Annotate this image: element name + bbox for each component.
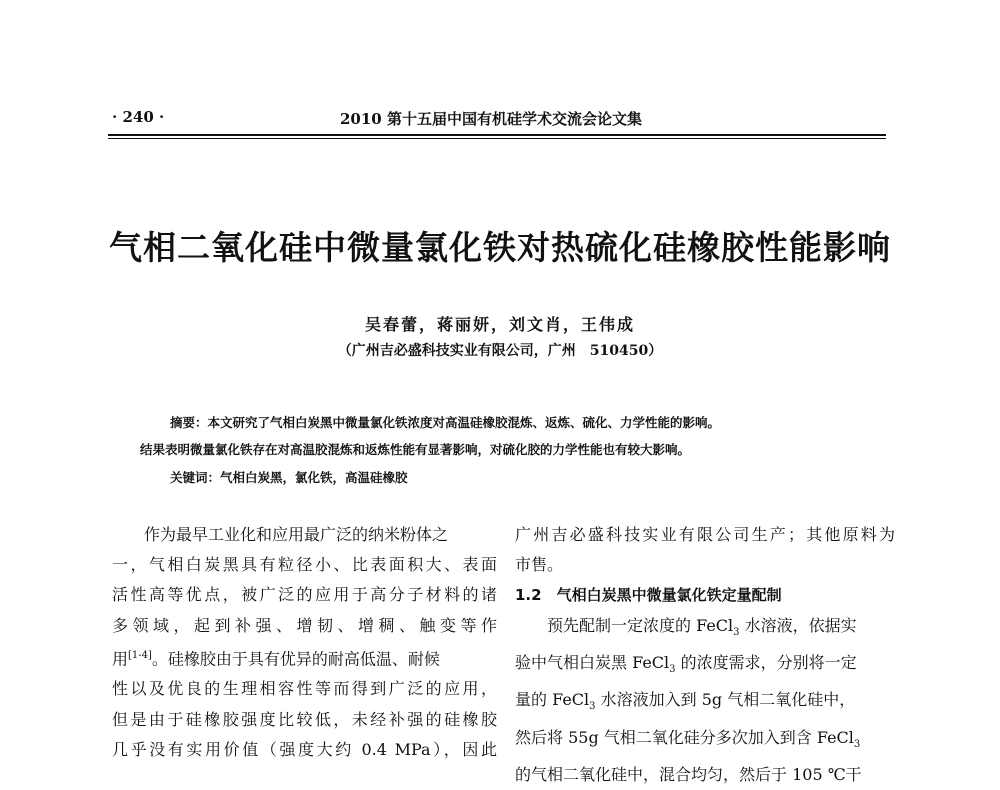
running-header: [112, 108, 882, 134]
text-run: 然后将 55g 气相二氧化硅分多次加入到含 FeCl: [515, 727, 854, 747]
author-list: 吴春蕾，蒋丽妍，刘文肖，王伟成: [364, 315, 635, 334]
subscript: 3: [853, 738, 861, 750]
subscript: 3: [733, 626, 740, 638]
keywords: 关键词：气相白炭黑，氯化铁，高温硅橡胶: [170, 470, 408, 485]
subscript: 3: [669, 664, 676, 676]
text-run: 验中气相白炭黑 FeCl: [515, 653, 670, 672]
paragraph-line: [515, 723, 895, 760]
body-column-right: [515, 520, 895, 790]
abstract-line-2: 结果表明微量氯化铁存在对高温胶混炼和返炼性能有显著影响，对硫化胶的力学性能也有较大影响。: [140, 442, 691, 457]
abstract-line-1: 摘要：本文研究了气相白炭黑中微量氯化铁浓度对高温硅橡胶混炼、返炼、硫化、力学性能的影响。: [170, 415, 721, 430]
text-run: 的浓度需求，分别将一定: [675, 653, 857, 672]
paragraph-line: [112, 641, 497, 675]
header-rule: [108, 134, 886, 136]
header-rule-thin: [108, 138, 886, 139]
affiliation: （广州吉必盛科技实业有限公司，广州 510450）: [337, 343, 663, 359]
subscript: 3: [589, 701, 596, 713]
paragraph-line: 几乎没有实用价值（强度大约 0.4 MPa），因此: [112, 739, 497, 759]
text-run: 预先配制一定浓度的 FeCl: [547, 615, 734, 635]
paragraph-line: [515, 685, 895, 722]
citation-ref: [1-4]: [128, 649, 152, 661]
section-heading: 1.2 气相白炭黑中微量氯化铁定量配制: [515, 586, 782, 605]
paragraph-line: [515, 648, 895, 685]
paragraph-line: 一，气相白炭黑具有粒径小、比表面积大、表面: [112, 555, 497, 575]
text-run: 量的 FeCl: [515, 690, 590, 710]
paragraph-line: 的气相二氧化硅中，混合均匀，然后于 105 ℃干: [515, 765, 862, 785]
paragraph-line: [515, 611, 895, 648]
page-number: · 240 ·: [112, 108, 165, 126]
paragraph-line: 性以及优良的生理相容性等而得到广泛的应用，: [112, 679, 497, 699]
paragraph-line: 但是由于硅橡胶强度比较低，未经补强的硅橡胶: [112, 709, 497, 729]
paragraph-line: 市售。: [515, 555, 564, 575]
proceedings-title: 2010 第十五届中国有机硅学术交流会论文集: [340, 110, 642, 128]
paragraph-line: 作为最早工业化和应用最广泛的纳米粉体之: [144, 525, 449, 544]
paragraph-line: 活性高等优点，被广泛的应用于高分子材料的诸: [112, 585, 497, 605]
paragraph-line: 多领域，起到补强、增韧、增稠、触变等作: [112, 615, 497, 635]
paragraph-line: 广州吉必盛科技实业有限公司生产；其他原料为: [515, 525, 895, 544]
text-run: 水溶液加入到 5g 气相二氧化硅中，: [595, 690, 856, 710]
text-run: 用: [112, 649, 129, 669]
body-column-left: [112, 520, 497, 765]
text-run: 水溶液，依据实: [739, 615, 857, 635]
text-run: 。硅橡胶由于具有优异的耐高低温、耐候: [151, 649, 440, 669]
paper-title: 气相二氧化硅中微量氯化铁对热硫化硅橡胶性能影响: [109, 228, 891, 267]
